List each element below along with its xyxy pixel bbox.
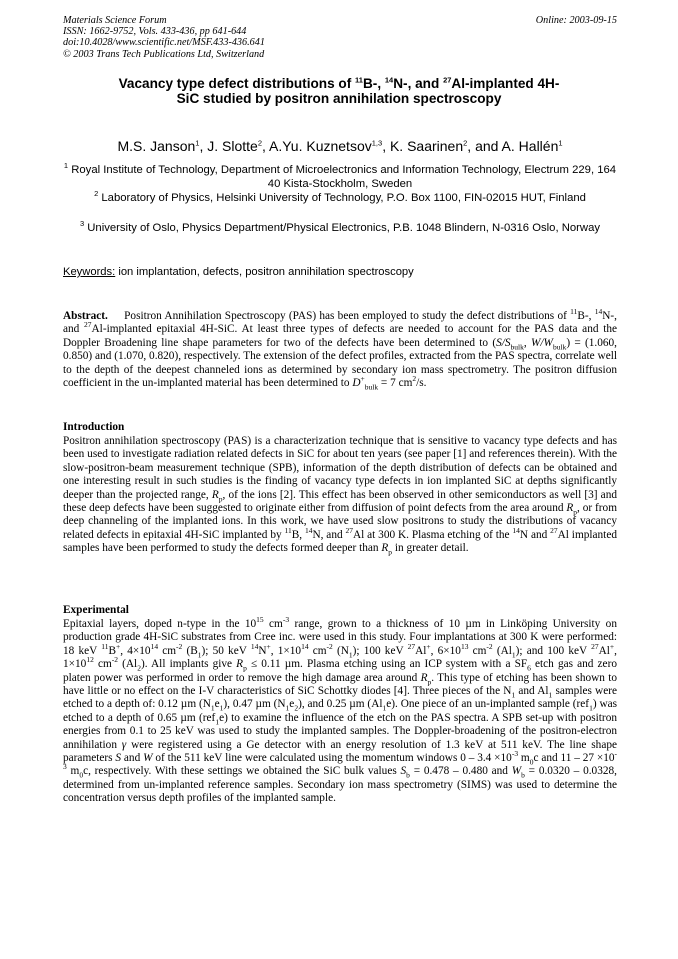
experimental-heading: Experimental [63, 604, 129, 616]
affiliation-3: $^3$ University of Oslo, Physics Department/Physical Electronics, P.B. 1048 Blindern, N-0316 Oslo, Norway [79, 219, 601, 234]
affiliation-2: $^2$ Laboratory of Physics, Helsinki University of Technology, P.O. Box 1100, FIN-02015 HUT, Finland [94, 189, 586, 204]
abstract-paragraph: Abstract. Positron Annihilation Spectroscopy (PAS) has been employed to study the defect distributions of $^{11}$B-, $^{14}$N-, and $^{27}$Al-implanted epitaxial 4H-SiC. At least three types of defects are needed to account for the PAS data and the Doppler Broadening line shape parameters for two of the defects have been determined to ($S/S_{bulk}$, $W/W_{bulk}) = (1.060$, 0.850) and (1.070, 0.820), respectively. The extension of the defect profiles, extracted from the PAS spectra, correlate well to the depth of the deepest channeled ions as determined by secondary ion mass spectrometry. The positron diffusion coefficient in the un-implanted material has been determined to $D^+_{bulk} = 7$ $cm^2/s$. [63, 307, 617, 392]
experimental-paragraph: Epitaxial layers, doped n-type in the $10^{15}$ $cm^{-3}$ range, grown to a thickness of 10 µm in Linköping University on production grade 4H-SiC substrates from Cree inc. were used in this study. Four implantations at 300 K were performed: 18 keV $^{11}$B+, $4\times 10^{14}$ $cm^{-2}$ $(B_1)$; 50 keV $^{14}$N+, $1\times 10^{14}$ $cm^{-2}$ $(N_1)$; 100 keV $^{27}$Al+, $6\times 10^{13}$ $cm^{-2}$ $(Al_1)$; and 100 keV $^{27}$Al+, $1\times 10^{12}$ $cm^{-2}$ $(Al_2)$. All implants give $R_p \le 0.11$ µm. Plasma etching using an ICP system with a $SF_6$ etch gas and zero platen power was performed in order to remove the high damage area around $R_p$. This type of etching has been shown to have little or no effect on the I-V characteristics of SiC Schottky diodes [4]. Three pieces of the $N_1$ and $Al_1$ samples were etched to a depth of: 0.12 µm $(N_1e_1)$, 0.47 µm $(N_1e_2)$, and 0.25 µm $(Al_1e)$. One piece of an un-implanted sample (ref$_1$) was etched to a depth of 0.65 µm (ref$_1$e) to examine the influence of the etch on the PAS spectra. A SPB set-up with positron energies from 0.1 to 25 keV was used to study the implanted samples. The Doppler-broadening of the positron-electron annihilation γ were registered using a Ge detector with an energy resolution of 1.3 keV at 511 keV. The line shape parameters S and W of the 511 keV line were calculated using the momentum windows $0 - 3.4 \times 10^{-3}$ $m_0c$ and $11 - 27 \times 10^{-3}$ $m_0c$, respectively. With these settings we obtained the SiC bulk values $S_b = 0.478 - 0.480$ and $W_b = 0.0320 - 0.0328$, determined from un-implanted reference samples. Secondary ion mass spectrometry (SIMS) was used to determine the concentration versus depth profiles of the implanted sample. [63, 615, 618, 805]
introduction-paragraph: Positron annihilation spectroscopy (PAS) is a characterization technique that is sensitive to vacancy type defects and has been used to investigate radiation related defects in SiC for about ten years (see paper [1] and references therein). With the slow-positron-beam measurement technique (SPB), information of the depth distribution of defects can be obtained and one interesting result in such studies is the finding of vacancy type defects in ion implanted SiC at depths significantly deeper than the projected range, $R_p$, of the ions [2]. This effect has been observed in other semiconductors as well [3] and these deep defects have been suggested to originate either from diffusion of point defects from the area around $R_p$, or from deep channeling of the implanted ions. In this work, we have used slow positrons to study the distributions of vacancy related defects in epitaxial 4H-SiC implanted by $^{11}$B, $^{14}$N, and $^{27}$Al at 300 K. Plasma etching of the $^{14}$N and $^{27}$Al implanted samples have been performed to study the defects formed deeper than $R_p$ in greater detail. [63, 435, 617, 557]
abstract-label: Abstract. [63, 310, 108, 322]
keywords-label: Keywords: [63, 266, 116, 278]
paper-title: Vacancy type defect distributions of $^{11}$B-, $^{14}$N-, and $^{27}$Al-implanted 4H-SiC studied by positron annihilation spectroscopy [118, 75, 560, 106]
journal-name: Materials Science Forum [63, 15, 167, 26]
author-list: M.S. Janson$^1$, J. Slotte$^2$, A.Yu. Kuznetsov$^{1,3}$, K. Saarinen$^2$, and A. Hallén$^1$ [117, 138, 563, 154]
issn-line: ISSN: 1662-9752, Vols. 433-436, pp 641-644 [63, 26, 247, 38]
copyright-line: © 2003 Trans Tech Publications Ltd, Switzerland [63, 48, 265, 60]
doi-line: doi:10.4028/www.scientific.net/MSF.433-436.641 [63, 37, 265, 49]
affiliation-1: $^1$ Royal Institute of Technology, Department of Microelectronics and Information Technology, Electrum 229, 164 40 Kista-Stockholm, Sweden [63, 161, 617, 191]
journal-header [63, 15, 617, 60]
online-date: Online: 2003-09-15 [535, 15, 617, 26]
introduction-heading: Introduction [63, 421, 125, 433]
keywords: Keywords: ion implantation, defects, positron annihilation spectroscopy [63, 266, 414, 278]
